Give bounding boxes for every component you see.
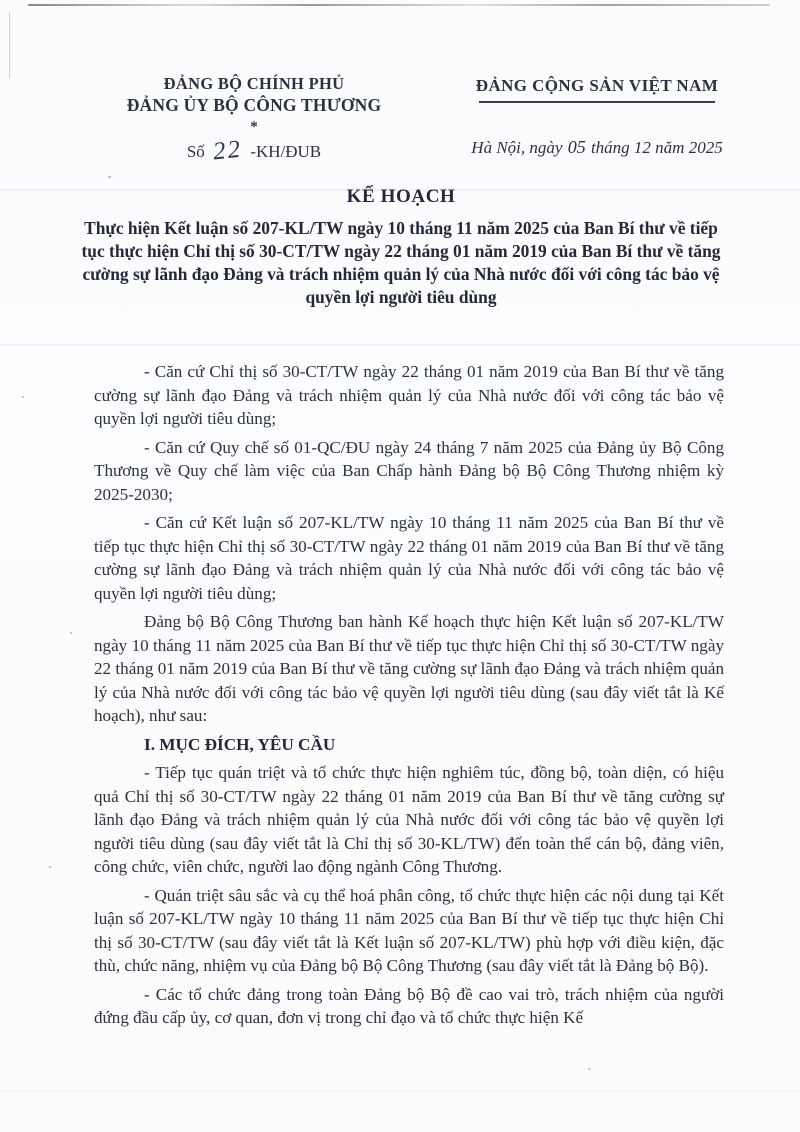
- scan-artifact-speck: [49, 866, 51, 868]
- document-title: KẾ HOẠCH: [346, 186, 456, 207]
- place-date-line: [432, 137, 762, 158]
- date-day-handwritten: 05: [567, 137, 586, 157]
- document-number-line: [86, 135, 422, 166]
- separator-star: *: [250, 118, 258, 135]
- body-paragraph: - Các tổ chức đảng trong toàn Đảng bộ Bộ đề cao vai trò, trách nhiệm của người đứng đầu cấp ủy, cơ quan, đơn vị trong chỉ đạo và tổ chức thực hiện Kế: [94, 984, 724, 1027]
- party-name-underline: [479, 101, 715, 103]
- doc-number-handwritten-value: 22: [211, 135, 244, 166]
- document-body: [94, 360, 724, 1035]
- issuing-authority-block: [86, 74, 422, 166]
- date-suffix: tháng 12 năm 2025: [590, 138, 723, 157]
- date-prefix: Hà Nội, ngày: [471, 138, 563, 157]
- body-paragraph: - Quán triệt sâu sắc và cụ thể hoá phân công, tổ chức thực hiện các nội dung tại Kết luận số 207-KL/TW ngày 10 tháng 11 năm 2025 của Ban Bí thư về tiếp tục thực hiện Chỉ thị số 30-CT/TW (sau đây viết tắt là Kết luận số 207-KL/TW) phù hợp với điều kiện, đặc thù, chức năng, nhiệm vụ của Đảng bộ Bộ Công Thương (sau đây viết tắt là Đảng bộ Bộ).: [94, 885, 724, 975]
- party-name-block: [432, 76, 762, 158]
- document-title-block: [70, 186, 732, 309]
- scan-artifact-speck: [22, 396, 24, 398]
- scan-artifact-speck: [108, 176, 111, 178]
- org-name: ĐẢNG ỦY BỘ CÔNG THƯƠNG: [126, 94, 382, 115]
- party-name: ĐẢNG CỘNG SẢN VIỆT NAM: [475, 76, 719, 95]
- document-subtitle: Thực hiện Kết luận số 207-KL/TW ngày 10 tháng 11 năm 2025 của Ban Bí thư về tiếp tục thực hiện Chỉ thị số 30-CT/TW ngày 22 tháng 01 năm 2019 của Ban Bí thư về tăng cường sự lãnh đạo Đảng và trách nhiệm quản lý của Nhà nước đối với công tác bảo vệ quyền lợi người tiêu dùng: [81, 218, 721, 307]
- scan-artifact-top-edge: [28, 4, 770, 6]
- scan-artifact-left-mark: [9, 12, 10, 78]
- scan-artifact-speck: [588, 1068, 591, 1070]
- scan-artifact-line: [0, 344, 800, 346]
- section-heading: I. MỤC ĐÍCH, YÊU CẦU: [144, 734, 336, 754]
- body-paragraph: - Tiếp tục quán triệt và tổ chức thực hiện nghiêm túc, đồng bộ, toàn diện, có hiệu quả Chỉ thị số 30-CT/TW ngày 22 tháng 01 năm 2019 của Ban Bí thư về tăng cường sự lãnh đạo Đảng và trách nhiệm quản lý của Nhà nước đối với công tác bảo vệ quyền lợi người tiêu dùng (sau đây viết tắt là Chỉ thị số 30-KL/TW) đến toàn thể cán bộ, đảng viên, công chức, viên chức, người lao động ngành Công Thương.: [94, 763, 724, 876]
- doc-number-label: Số: [186, 142, 205, 162]
- body-paragraph: - Căn cứ Quy chế số 01-QC/ĐU ngày 24 tháng 7 năm 2025 của Đảng ủy Bộ Công Thương về Quy chế làm việc của Ban Chấp hành Đảng bộ Bộ Công Thương nhiệm kỳ 2025-2030;: [94, 437, 724, 504]
- body-paragraph: Đảng bộ Bộ Công Thương ban hành Kế hoạch thực hiện Kết luận số 207-KL/TW ngày 10 tháng 11 năm 2025 của Ban Bí thư về tiếp tục thực hiện Chỉ thị số 30-CT/TW ngày 22 tháng 01 năm 2019 của Ban Bí thư về tăng cường sự lãnh đạo Đảng và trách nhiệm quản lý của Nhà nước đối với công tác bảo vệ quyền lợi người tiêu dùng (sau đây viết tắt là Kế hoạch), như sau:: [94, 612, 724, 725]
- body-paragraph: - Căn cứ Chỉ thị số 30-CT/TW ngày 22 tháng 01 năm 2019 của Ban Bí thư về tăng cường sự lãnh đạo Đảng và trách nhiệm quản lý của Nhà nước đối với công tác bảo vệ quyền lợi người tiêu dùng;: [94, 362, 724, 428]
- scan-artifact-line: [0, 1090, 800, 1092]
- body-paragraph: - Căn cứ Kết luận số 207-KL/TW ngày 10 tháng 11 năm 2025 của Ban Bí thư về tiếp tục thực hiện Chỉ thị số 30-CT/TW ngày 22 tháng 01 năm 2019 của Ban Bí thư về tăng cường sự lãnh đạo Đảng và trách nhiệm quản lý của Nhà nước đối với công tác bảo vệ quyền lợi người tiêu dùng;: [94, 513, 724, 603]
- doc-number-suffix: -KH/ĐUB: [250, 142, 322, 162]
- scan-artifact-speck: [70, 632, 72, 634]
- parent-org-name: ĐẢNG BỘ CHÍNH PHỦ: [163, 74, 345, 93]
